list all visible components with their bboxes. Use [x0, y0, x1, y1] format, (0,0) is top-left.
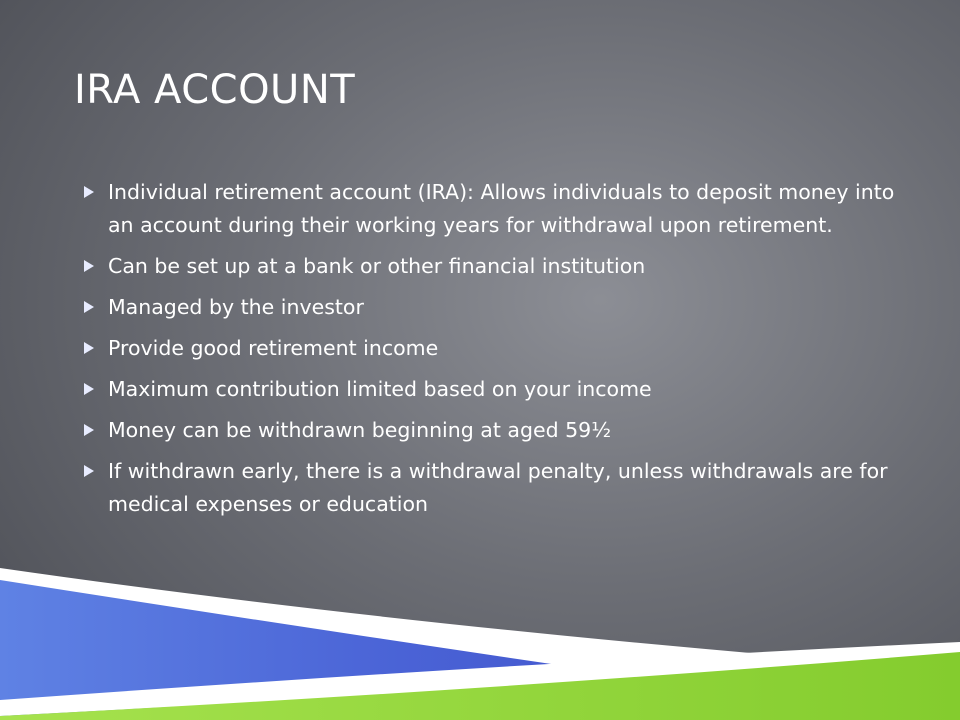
bullet-text: If withdrawn early, there is a withdrawal penalty, unless withdrawals are for medical expenses or education [108, 459, 888, 516]
bullet-text: Provide good retirement income [108, 336, 439, 360]
bullet-text: Individual retirement account (IRA): Allows individuals to deposit money into an account during their working years for withdrawal upon retirement. [108, 180, 895, 237]
bullet-text: Maximum contribution limited based on your income [108, 377, 652, 401]
bullet-text: Can be set up at a bank or other financial institution [108, 254, 646, 278]
bullet-text: Managed by the investor [108, 295, 364, 319]
slide-title: IRA ACCOUNT [74, 67, 356, 113]
bullet-text: Money can be withdrawn beginning at aged 59½ [108, 418, 612, 442]
